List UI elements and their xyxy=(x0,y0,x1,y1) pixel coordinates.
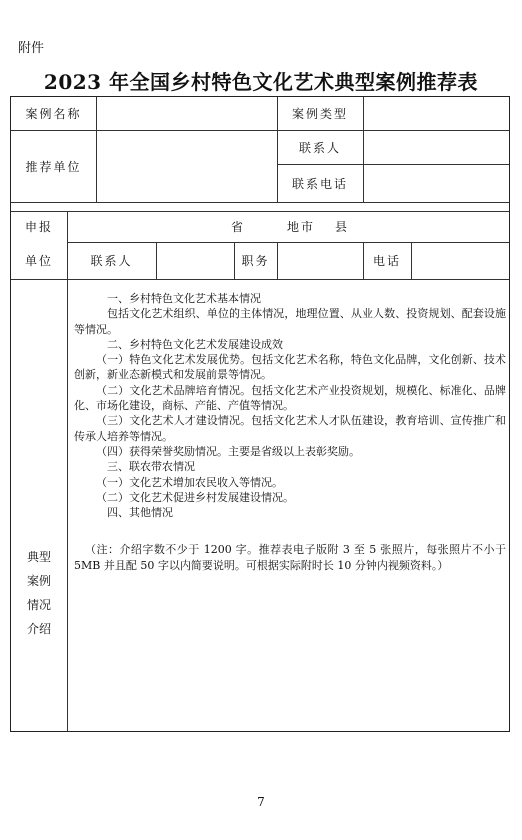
col-divider xyxy=(67,211,68,731)
contact-person-field[interactable] xyxy=(364,130,509,164)
paragraph-advantages: （一）特色文化艺术发展优势。包括文化艺术名称，特色文化品牌，文化创新、技术创新，新业态新模式和发展前景等情况。 xyxy=(74,353,506,382)
heading-other: 四、其他情况 xyxy=(107,506,173,520)
case-name-field[interactable] xyxy=(97,97,277,130)
recommender-label: 推荐单位 xyxy=(25,159,82,174)
applicant-label-top: 申报 xyxy=(24,220,53,234)
phone-field[interactable] xyxy=(412,242,509,279)
case-type-field[interactable] xyxy=(364,97,509,130)
paragraph-development: （二）文化艺术促进乡村发展建设情况。 xyxy=(96,490,294,504)
applicant-label-bottom: 单位 xyxy=(24,254,53,268)
city-label: 地市 xyxy=(286,220,315,234)
row-divider xyxy=(11,202,509,203)
contact-phone-label: 联系电话 xyxy=(291,176,348,191)
contact-person-label: 联系人 xyxy=(298,140,341,155)
county-label: 县 xyxy=(334,220,349,234)
paragraph-basic-info: 包括文化艺术组织、单位的主体情况，地理位置、从业人数、投资规划、配套设施等情况。 xyxy=(74,307,506,336)
intro-label-line: 介绍 xyxy=(26,622,51,636)
case-type-label: 案例类型 xyxy=(291,107,348,121)
paragraph-brand: （二）文化艺术品牌培育情况。包括文化艺术产业投资规划，规模化、标准化、品牌化、市场化建设，商标、产能、产值等情况。 xyxy=(74,383,506,413)
attachment-label: 附件 xyxy=(18,41,45,56)
row-divider xyxy=(11,279,509,280)
form-title: 2023 年全国乡村特色文化艺术典型案例推荐表 xyxy=(43,70,479,94)
heading-basic-info: 一、乡村特色文化艺术基本情况 xyxy=(107,292,261,305)
intro-label-line: 情况 xyxy=(26,598,51,612)
note-paragraph: （注：介绍字数不少于 1200 字。推荐表电子版附 3 至 5 张照片，每张照片不小于 5MB 并且配 50 字以内简要说明。可根据实际附时长 10 分钟内视频资料。） xyxy=(74,543,506,572)
paragraph-honors: （四）获得荣誉奖励情况。主要是省级以上表彰奖励。 xyxy=(96,444,360,458)
position-label: 职务 xyxy=(241,254,270,268)
intro-content[interactable] xyxy=(74,291,506,573)
page-number: 7 xyxy=(257,795,265,809)
intro-label xyxy=(11,545,67,641)
phone-label: 电话 xyxy=(372,254,401,268)
heading-achievements: 二、乡村特色文化艺术发展建设成效 xyxy=(107,337,283,351)
heading-farmers: 三、联农带农情况 xyxy=(107,460,195,474)
paragraph-talent: （三）文化艺术人才建设情况。包括文化艺术人才队伍建设，教育培训、宣传推广和传承人培养等情况。 xyxy=(74,414,506,443)
recommender-field[interactable] xyxy=(97,130,277,202)
paragraph-income: （一）文化艺术增加农民收入等情况。 xyxy=(96,475,283,489)
recommendation-form-table xyxy=(10,96,510,732)
province-label: 省 xyxy=(230,220,245,234)
row-divider xyxy=(11,211,509,212)
applicant-contact-label: 联系人 xyxy=(90,254,133,268)
applicant-contact-field[interactable] xyxy=(157,242,234,279)
intro-label-line: 典型 xyxy=(26,550,51,564)
contact-phone-field[interactable] xyxy=(364,164,509,202)
position-field[interactable] xyxy=(278,242,363,279)
case-name-label: 案例名称 xyxy=(25,107,82,121)
intro-label-line: 案例 xyxy=(26,574,51,588)
